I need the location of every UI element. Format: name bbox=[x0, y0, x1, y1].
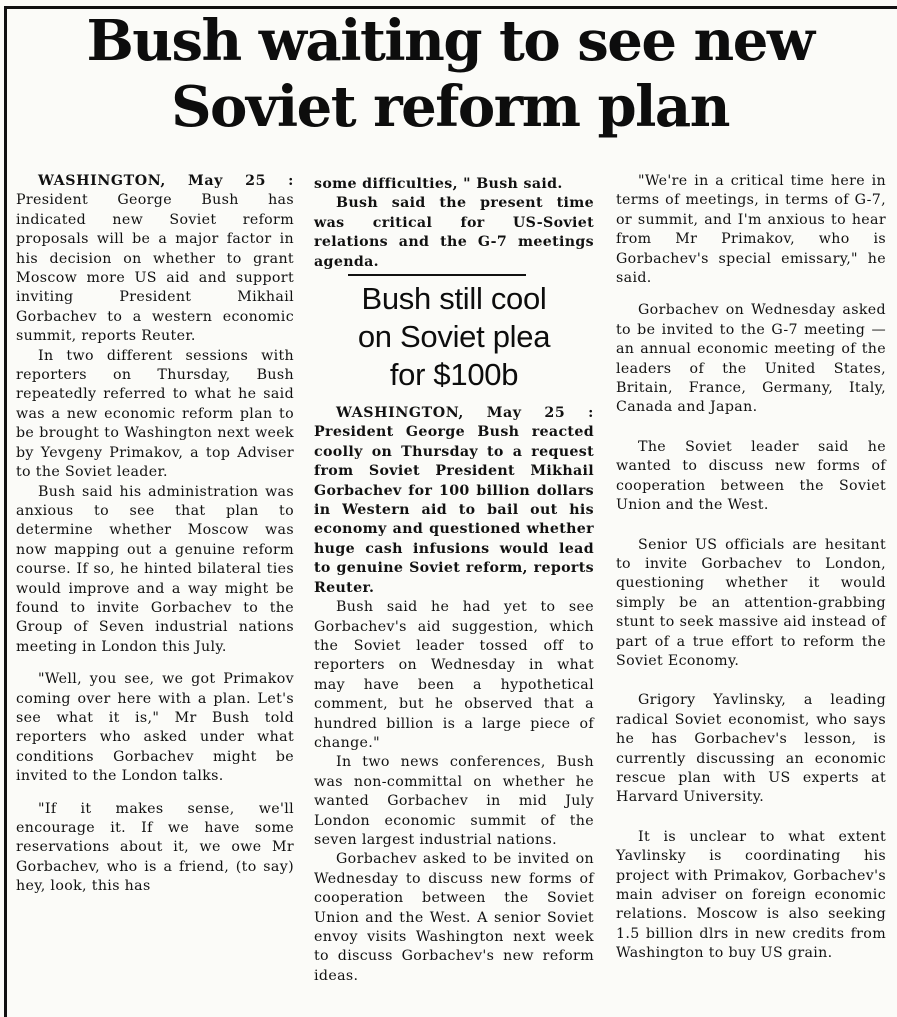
subhead-rule bbox=[348, 274, 526, 276]
paragraph: Senior US officials are hesitant to invite Gorbachev to London, questioning whether it would simply be an attention-grabbing stunt to seek massive aid instead of part of a true effort to reform the Soviet Economy. bbox=[616, 536, 886, 669]
dateline: WASHINGTON, May 25 : bbox=[336, 405, 594, 422]
paragraph: Grigory Yavlinsky, a leading radical Soviet economist, who says he has Gorbachev's lesson, is currently discussing an economic rescue plan with US experts at Harvard University. bbox=[616, 692, 886, 806]
paragraph-text: President George Bush has indicated new Soviet reform proposals will be a major factor in his decision on whether to grant Moscow more US aid and support inviting President Mikhail Gorbachev to a western economic summit, reports Reuter. bbox=[16, 192, 294, 345]
paragraph: In two different sessions with reporters on Thursday, Bush repeatedly referred to what he said was a new economic reform plan to be brought to Washington next week by Yevgeny Primakov, a top Adviser to the Soviet leader. bbox=[16, 347, 294, 481]
subhead-line-1: Bush still cool bbox=[361, 281, 547, 317]
paragraph: "Well, you see, we got Primakov coming over here with a plan. Let's see what it is," Mr Bush told reporters who asked under what conditions Gorbachev might be invited to the London talks. bbox=[16, 671, 294, 785]
paragraph bbox=[314, 404, 594, 598]
paragraph: It is unclear to what extent Yavlinsky is coordinating his project with Primakov, Gorbachev's main adviser on foreign economic relations. Moscow is also seeking 1.5 billion dlrs in new credits from Washington to buy US grain. bbox=[616, 828, 886, 962]
main-headline bbox=[10, 8, 890, 140]
paragraph: "We're in a critical time here in terms of meetings, in terms of G-7, or summit, and I'm anxious to hear from Mr Primakov, who is Gorbachev's special emissary," he said. bbox=[616, 173, 886, 287]
paragraph-text: President George Bush reacted coolly on Thursday to a request from Soviet President Mikhail Gorbachev for 100 billion dollars in Western aid to bail out his economy and questioned whether huge cash infusions would lead to genuine Soviet reform, reports Reuter. bbox=[314, 424, 594, 596]
left-border-rule bbox=[4, 6, 7, 1017]
subhead-line-2: on Soviet plea bbox=[357, 319, 551, 355]
paragraph: Gorbachev asked to be invited on Wednesday to discuss new forms of cooperation between the Soviet Union and the West. A senior Soviet envoy visits Washington next week to discuss Gorbachev's new reform ideas. bbox=[314, 851, 594, 984]
paragraph: Bush said he had yet to see Gorbachev's aid suggestion, which the Soviet leader tossed off to reporters on Wednesday in what may have been a hypothetical comment, but he observed that a hundred billion is a large piece of change." bbox=[314, 599, 594, 751]
dateline: WASHINGTON, May 25 : bbox=[38, 173, 294, 189]
headline-line-2: Soviet reform plan bbox=[171, 74, 729, 140]
paragraph: Gorbachev on Wednesday asked to be invited to the G-7 meeting — an annual economic meeting of the leaders of the United States, Britain, France, Germany, Italy, Canada and Japan. bbox=[616, 302, 886, 416]
article-column-1 bbox=[16, 172, 294, 897]
article-column-3 bbox=[616, 172, 886, 964]
article-column-2 bbox=[314, 175, 594, 986]
paragraph: In two news conferences, Bush was non-committal on whether he wanted Gorbachev in mid July London economic summit of the seven largest industrial nations. bbox=[314, 754, 594, 848]
paragraph: The Soviet leader said he wanted to discuss new forms of cooperation between the Soviet Union and the West. bbox=[616, 438, 886, 514]
paragraph: Bush said the present time was critical for US-Soviet relations and the G-7 meetings agenda. bbox=[314, 195, 594, 270]
paragraph: "If it makes sense, we'll encourage it. If we have some reservations about it, we owe Mr Gorbachev, who is a friend, (to say) hey, look, this has bbox=[16, 800, 294, 895]
paragraph bbox=[16, 172, 294, 347]
headline-line-1: Bush waiting to see new bbox=[86, 8, 814, 74]
paragraph: Bush said his administration was anxious to see that plan to determine whether Moscow was now mapping out a genuine reform course. If so, he hinted bilateral ties would improve and a way might be found to invite Gorbachev to the Group of Seven industrial nations meeting in London this July. bbox=[16, 483, 294, 655]
sub-headline bbox=[314, 280, 594, 394]
paragraph: some difficulties, " Bush said. bbox=[314, 176, 563, 192]
subhead-line-3: for $100b bbox=[389, 357, 519, 393]
